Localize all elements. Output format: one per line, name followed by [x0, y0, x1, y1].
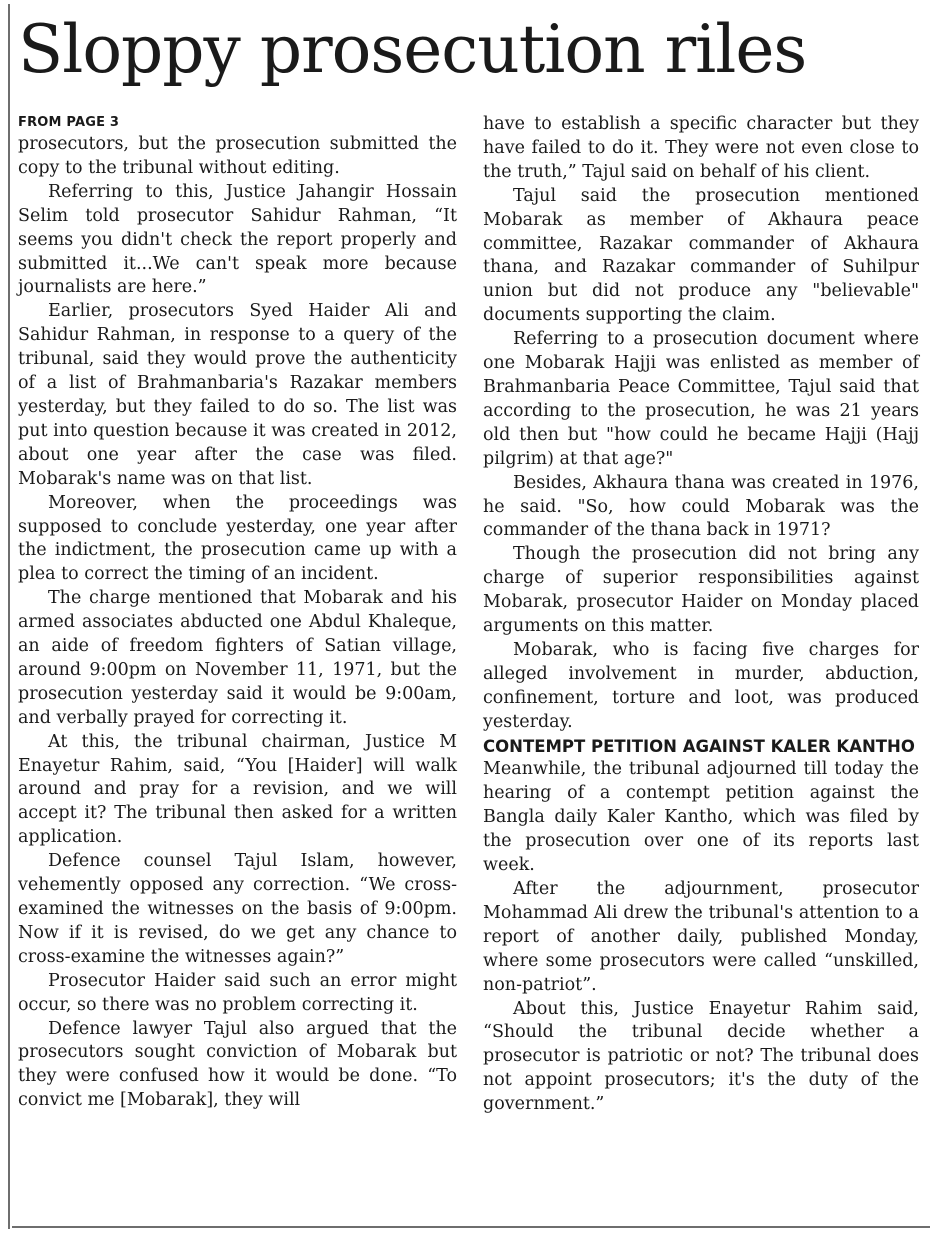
paragraph: Earlier, prosecutors Syed Haider Ali and Sahidur Rahman, in response to a query of the tribunal, said they would prove the authenticity of a list of Brahmanbaria's Razakar members yesterday, but they failed to do so. The list was put into question because it was created in 2012, about one year after the case was filed. Mobarak's name was on that list.	[18, 301, 457, 489]
paragraph: Tajul said the prosecution mentioned Mobarak as member of Akhaura peace committee, Razakar commander of Akhaura thana, and Razakar commander of Suhilpur union but did not produce any "believable" documents supporting the claim.	[483, 185, 919, 326]
bottom-rule	[12, 1226, 930, 1228]
left-column-rule	[8, 4, 10, 1229]
paragraph: The charge mentioned that Mobarak and his armed associates abducted one Abdul Khaleque, an aide of freedom fighters of Satian village, around 9:00pm on November 11, 1971, but the prosecution yesterday said it would be 9:00am, and verbally prayed for correcting it.	[18, 588, 457, 728]
paragraph: have to establish a specific character but they have failed to do it. They were not even close to the truth,” Tajul said on behalf of his client.	[483, 114, 919, 182]
paragraph: After the adjournment, prosecutor Mohammad Ali drew the tribunal's attention to a report of another daily, published Monday, where some prosecutors were called “unskilled, non-patriot”.	[483, 879, 919, 995]
paragraph: Meanwhile, the tribunal adjourned till today the hearing of a contempt petition against the Bangla daily Kaler Kantho, which was filed by the prosecution over one of its reports last week.	[483, 759, 919, 876]
paragraph: Defence counsel Tajul Islam, however, vehemently opposed any correction. “We cross-examined the witnesses on the basis of 9:00pm. Now if it is revised, do we get any chance to cross-examine the witnesses again?”	[18, 851, 457, 967]
headline: Sloppy prosecution riles	[18, 11, 807, 88]
article-column-left	[18, 113, 457, 1113]
paragraph: Though the prosecution did not bring any charge of superior responsibilities against Mobarak, prosecutor Haider on Monday placed arguments on this matter.	[483, 544, 919, 637]
continuation-kicker: FROM PAGE 3	[18, 115, 120, 130]
section-subhead: CONTEMPT PETITION AGAINST KALER KANTHO	[483, 736, 915, 756]
paragraph: Referring to a prosecution document where one Mobarak Hajji was enlisted as member of Brahmanbaria Peace Committee, Tajul said that according to the prosecution, he was 21 years old then but "how could he became Hajji (Hajj pilgrim) at that age?"	[483, 329, 919, 469]
article-column-right	[483, 113, 919, 1117]
paragraph: prosecutors, but the prosecution submitted the copy to the tribunal without editing.	[18, 134, 457, 178]
paragraph: At this, the tribunal chairman, Justice M Enayetur Rahim, said, “You [Haider] will walk around and pray for a revision, and we will accept it? The tribunal then asked for a written application.	[18, 731, 457, 848]
paragraph: Mobarak, who is facing five charges for alleged involvement in murder, abduction, confinement, torture and loot, was produced yesterday.	[483, 639, 919, 732]
paragraph: Besides, Akhaura thana was created in 1976, he said. "So, how could Mobarak was the commander of the thana back in 1971?	[483, 472, 919, 541]
paragraph: Referring to this, Justice Jahangir Hossain Selim told prosecutor Sahidur Rahman, “It seems you didn't check the report properly and submitted it...We can't speak more because journalists are here.”	[18, 181, 457, 298]
paragraph: About this, Justice Enayetur Rahim said, “Should the tribunal decide whether a prosecutor is patriotic or not? The tribunal does not appoint prosecutors; it's the duty of the government.”	[483, 998, 919, 1115]
paragraph: Prosecutor Haider said such an error might occur, so there was no problem correcting it.	[18, 970, 457, 1015]
paragraph: Moreover, when the proceedings was supposed to conclude yesterday, one year after the indictment, the prosecution came up with a plea to correct the timing of an incident.	[18, 492, 457, 585]
paragraph: Defence lawyer Tajul also argued that the prosecutors sought conviction of Mobarak but they were confused how it would be done. “To convict me [Mobarak], they will	[18, 1018, 457, 1111]
